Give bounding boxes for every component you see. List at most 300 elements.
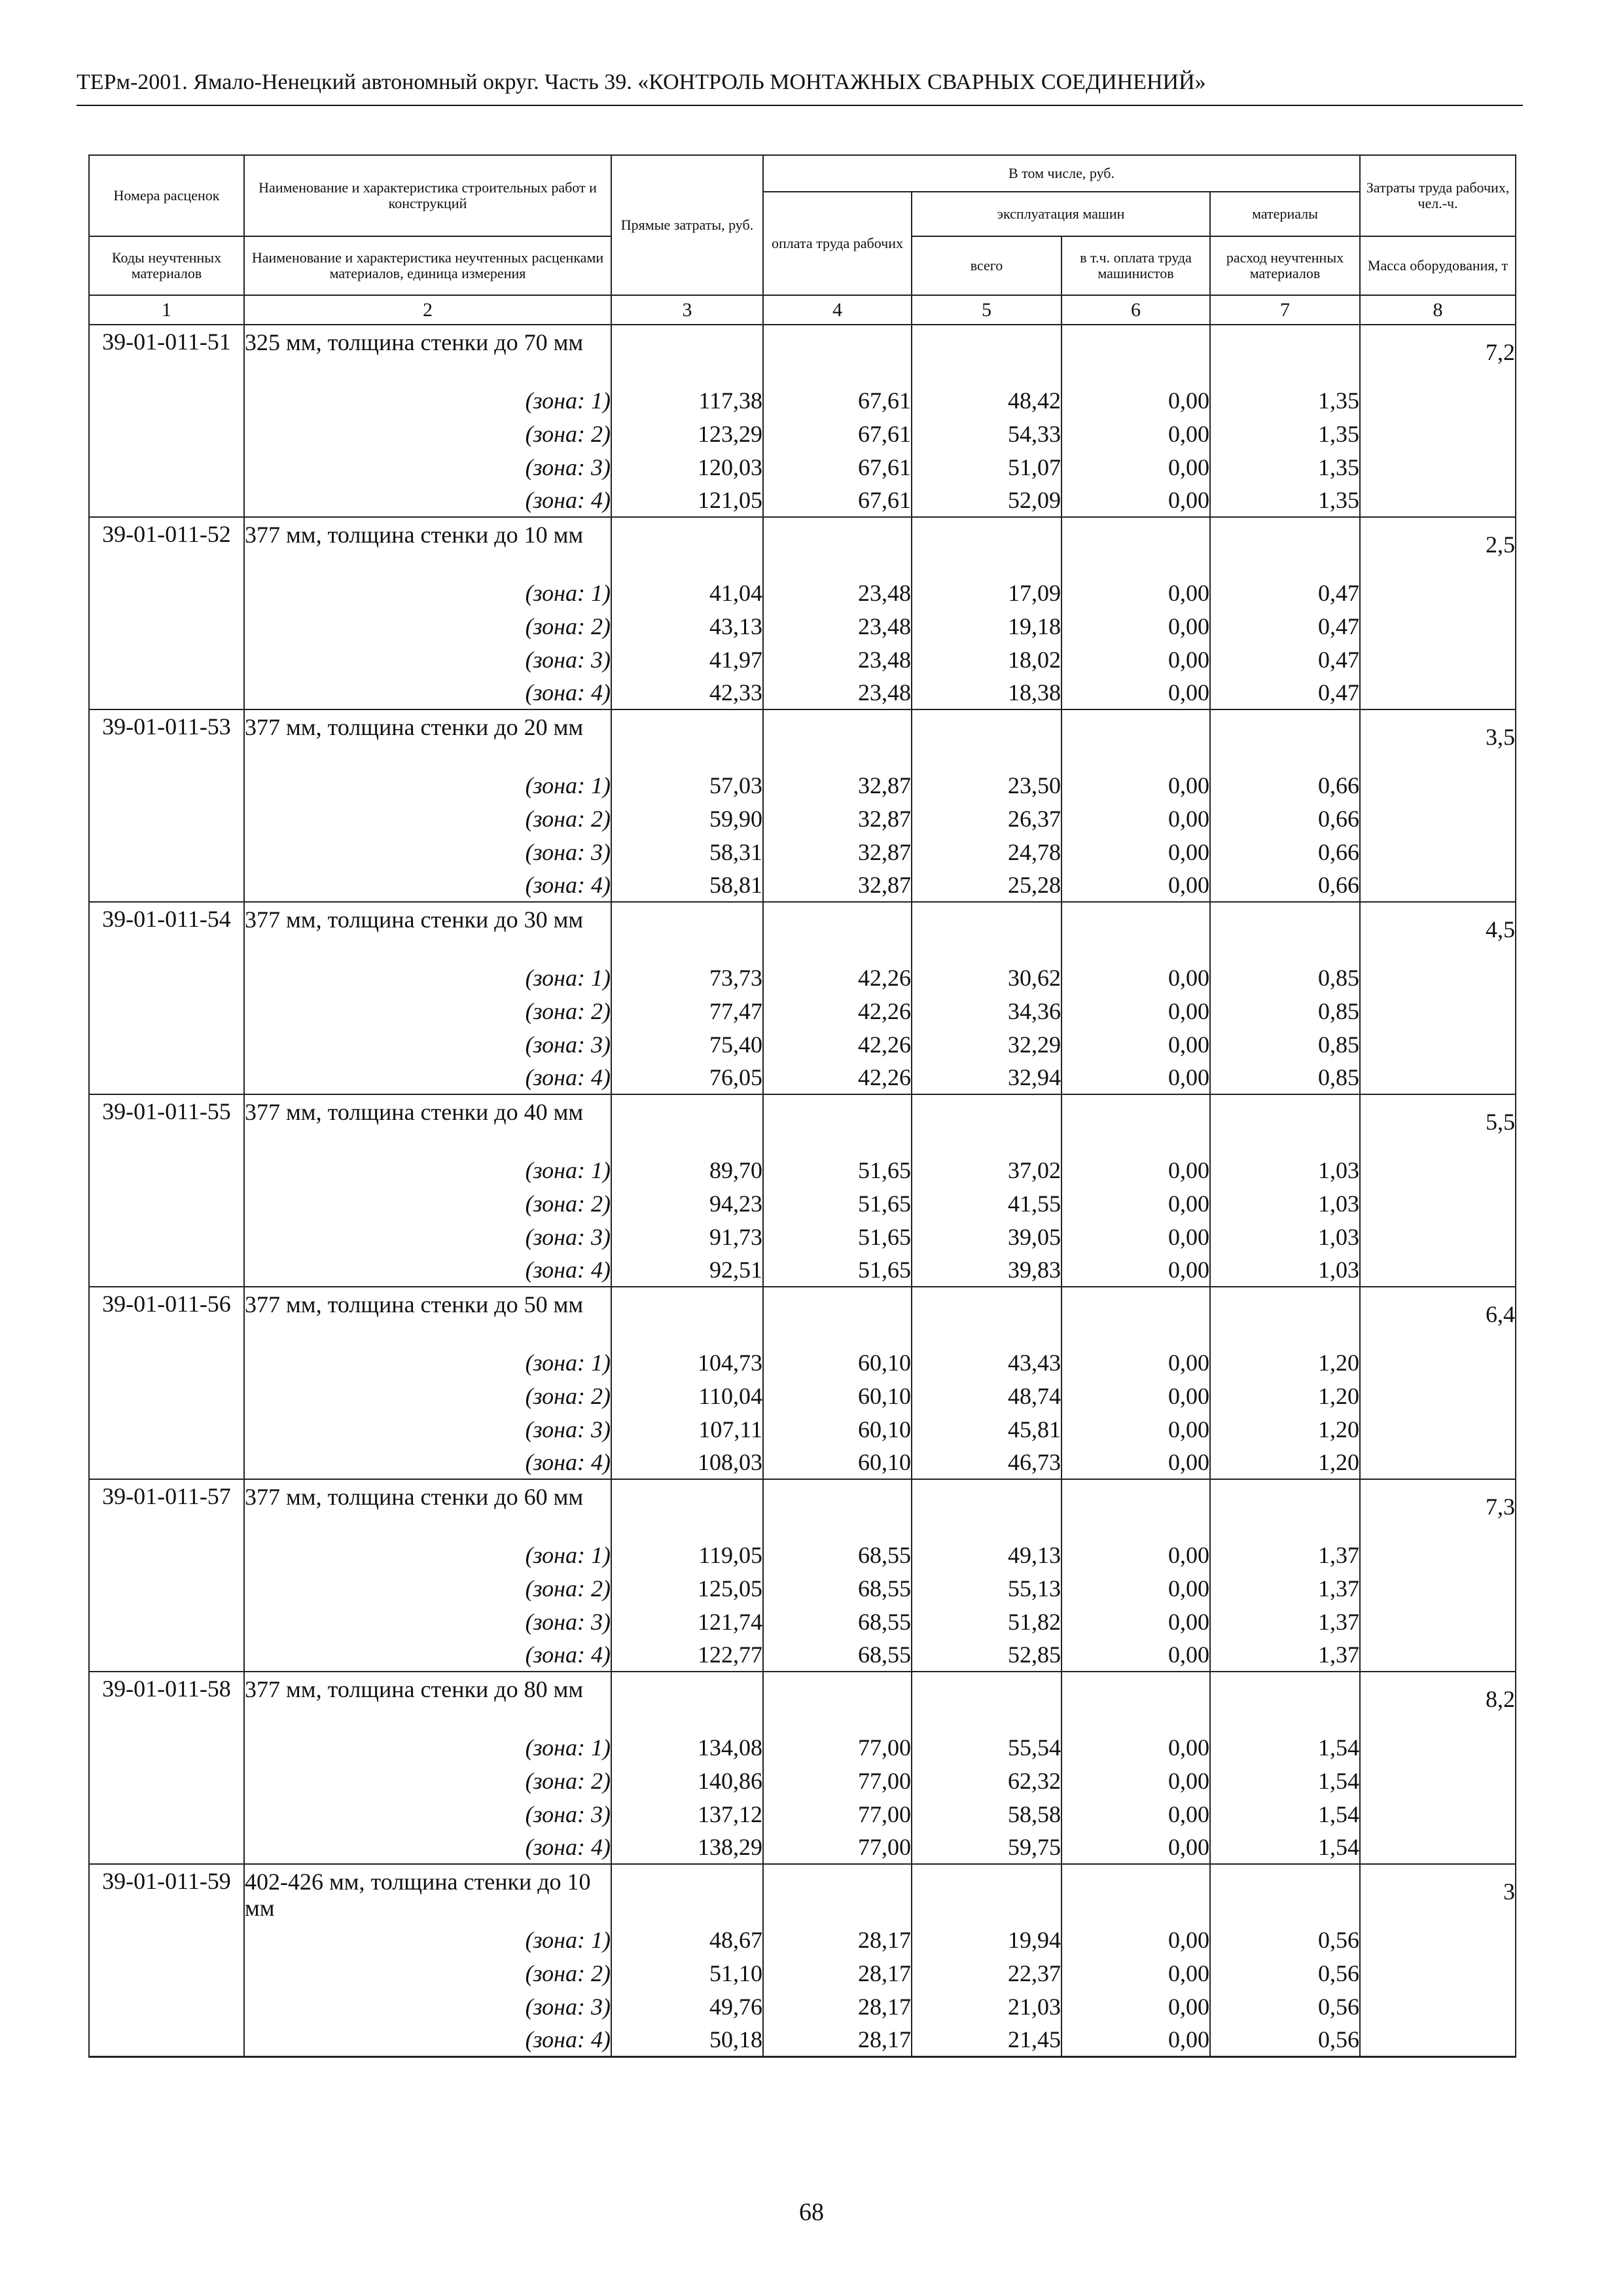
empty-cell bbox=[89, 576, 244, 609]
header-materials-unaccounted: расход неучтенных материалов bbox=[1210, 236, 1360, 295]
materials-cost: 0,47 bbox=[1210, 609, 1360, 643]
direct-costs: 59,90 bbox=[611, 802, 763, 835]
materials-cost: 1,35 bbox=[1210, 484, 1360, 517]
zone-row bbox=[89, 1605, 1516, 1638]
zone-label: (зона: 4) bbox=[244, 869, 611, 902]
rate-code: 39-01-011-55 bbox=[89, 1094, 244, 1153]
column-number: 2 bbox=[244, 295, 611, 325]
direct-costs: 110,04 bbox=[611, 1379, 763, 1412]
machines-total: 23,50 bbox=[912, 768, 1061, 802]
direct-costs: 57,03 bbox=[611, 768, 763, 802]
zone-label: (зона: 2) bbox=[244, 1764, 611, 1797]
zone-label: (зона: 1) bbox=[244, 1153, 611, 1187]
header-labor-pay: оплата труда рабочих bbox=[763, 192, 912, 295]
zone-label: (зона: 1) bbox=[244, 1923, 611, 1956]
machines-pay: 0,00 bbox=[1061, 417, 1210, 450]
zone-row bbox=[89, 1990, 1516, 2023]
empty-cell bbox=[89, 676, 244, 709]
direct-costs: 89,70 bbox=[611, 1153, 763, 1187]
empty-cell bbox=[1210, 325, 1360, 384]
machines-pay: 0,00 bbox=[1061, 1923, 1210, 1956]
machines-total: 37,02 bbox=[912, 1153, 1061, 1187]
machines-pay: 0,00 bbox=[1061, 1346, 1210, 1379]
work-description: 377 мм, толщина стенки до 40 мм bbox=[244, 1094, 611, 1153]
labor-pay: 42,26 bbox=[763, 1028, 912, 1061]
machines-total: 43,43 bbox=[912, 1346, 1061, 1379]
empty-cell bbox=[89, 2023, 244, 2056]
empty-cell bbox=[89, 802, 244, 835]
empty-cell bbox=[1360, 1605, 1516, 1638]
empty-cell bbox=[1360, 609, 1516, 643]
labor-pay: 42,26 bbox=[763, 1061, 912, 1094]
labor-pay: 32,87 bbox=[763, 802, 912, 835]
machines-total: 41,55 bbox=[912, 1187, 1061, 1220]
materials-cost: 0,85 bbox=[1210, 994, 1360, 1028]
empty-cell bbox=[912, 902, 1061, 961]
rate-title-row bbox=[89, 517, 1516, 576]
labor-pay: 60,10 bbox=[763, 1446, 912, 1479]
column-number: 4 bbox=[763, 295, 912, 325]
empty-cell bbox=[1360, 1731, 1516, 1764]
empty-cell bbox=[1210, 1672, 1360, 1731]
machines-total: 21,03 bbox=[912, 1990, 1061, 2023]
zone-row bbox=[89, 1153, 1516, 1187]
empty-cell bbox=[89, 961, 244, 994]
labor-pay: 51,65 bbox=[763, 1153, 912, 1187]
empty-cell bbox=[912, 709, 1061, 768]
empty-cell bbox=[1061, 325, 1210, 384]
empty-cell bbox=[1061, 902, 1210, 961]
empty-cell bbox=[1061, 517, 1210, 576]
column-number: 3 bbox=[611, 295, 763, 325]
empty-cell bbox=[611, 709, 763, 768]
empty-cell bbox=[1360, 1956, 1516, 1990]
direct-costs: 140,86 bbox=[611, 1764, 763, 1797]
empty-cell bbox=[89, 1605, 244, 1638]
labor-pay: 23,48 bbox=[763, 576, 912, 609]
empty-cell bbox=[1360, 1923, 1516, 1956]
empty-cell bbox=[1360, 869, 1516, 902]
materials-cost: 0,56 bbox=[1210, 1956, 1360, 1990]
direct-costs: 121,05 bbox=[611, 484, 763, 517]
empty-cell bbox=[89, 1797, 244, 1831]
direct-costs: 42,33 bbox=[611, 676, 763, 709]
machines-pay: 0,00 bbox=[1061, 450, 1210, 484]
labor-cost: 5,5 bbox=[1360, 1094, 1516, 1153]
page-number: 68 bbox=[799, 2198, 824, 2226]
materials-cost: 1,37 bbox=[1210, 1638, 1360, 1672]
empty-cell bbox=[763, 1287, 912, 1346]
empty-cell bbox=[912, 1864, 1061, 1923]
zone-row bbox=[89, 835, 1516, 869]
column-number: 1 bbox=[89, 295, 244, 325]
zone-row bbox=[89, 1571, 1516, 1605]
direct-costs: 134,08 bbox=[611, 1731, 763, 1764]
materials-cost: 0,47 bbox=[1210, 576, 1360, 609]
empty-cell bbox=[89, 1571, 244, 1605]
header-labor-cost: Затраты труда рабочих, чел.-ч. bbox=[1360, 155, 1516, 236]
zone-row bbox=[89, 1731, 1516, 1764]
rate-code: 39-01-011-54 bbox=[89, 902, 244, 961]
empty-cell bbox=[763, 1094, 912, 1153]
empty-cell bbox=[89, 384, 244, 417]
zone-label: (зона: 2) bbox=[244, 1187, 611, 1220]
table-body bbox=[89, 325, 1516, 2056]
empty-cell bbox=[1360, 1831, 1516, 1864]
direct-costs: 43,13 bbox=[611, 609, 763, 643]
zone-label: (зона: 1) bbox=[244, 961, 611, 994]
materials-cost: 1,54 bbox=[1210, 1764, 1360, 1797]
empty-cell bbox=[89, 1379, 244, 1412]
machines-total: 24,78 bbox=[912, 835, 1061, 869]
labor-pay: 60,10 bbox=[763, 1346, 912, 1379]
empty-cell bbox=[611, 1864, 763, 1923]
machines-pay: 0,00 bbox=[1061, 1731, 1210, 1764]
empty-cell bbox=[912, 1094, 1061, 1153]
zone-label: (зона: 1) bbox=[244, 576, 611, 609]
machines-pay: 0,00 bbox=[1061, 1028, 1210, 1061]
header-machines: эксплуатация машин bbox=[912, 192, 1210, 236]
machines-total: 59,75 bbox=[912, 1831, 1061, 1864]
machines-total: 26,37 bbox=[912, 802, 1061, 835]
materials-cost: 1,35 bbox=[1210, 450, 1360, 484]
machines-total: 19,94 bbox=[912, 1923, 1061, 1956]
machines-pay: 0,00 bbox=[1061, 1220, 1210, 1253]
empty-cell bbox=[89, 869, 244, 902]
machines-pay: 0,00 bbox=[1061, 802, 1210, 835]
direct-costs: 91,73 bbox=[611, 1220, 763, 1253]
labor-cost: 8,2 bbox=[1360, 1672, 1516, 1731]
empty-cell bbox=[763, 902, 912, 961]
direct-costs: 137,12 bbox=[611, 1797, 763, 1831]
labor-pay: 67,61 bbox=[763, 417, 912, 450]
zone-label: (зона: 3) bbox=[244, 1797, 611, 1831]
direct-costs: 50,18 bbox=[611, 2023, 763, 2056]
materials-cost: 0,85 bbox=[1210, 961, 1360, 994]
header-machines-pay: в т.ч. оплата труда машинистов bbox=[1061, 236, 1210, 295]
zone-label: (зона: 2) bbox=[244, 1956, 611, 1990]
machines-total: 51,82 bbox=[912, 1605, 1061, 1638]
machines-pay: 0,00 bbox=[1061, 1187, 1210, 1220]
header-name-top: Наименование и характеристика строительных работ и конструкций bbox=[244, 155, 611, 236]
zone-label: (зона: 3) bbox=[244, 1990, 611, 2023]
header-direct-costs: Прямые затраты, руб. bbox=[611, 155, 763, 295]
machines-pay: 0,00 bbox=[1061, 1638, 1210, 1672]
empty-cell bbox=[89, 417, 244, 450]
machines-pay: 0,00 bbox=[1061, 1061, 1210, 1094]
empty-cell bbox=[1360, 1346, 1516, 1379]
empty-cell bbox=[611, 902, 763, 961]
empty-cell bbox=[1061, 1479, 1210, 1538]
empty-cell bbox=[1360, 1187, 1516, 1220]
labor-pay: 23,48 bbox=[763, 643, 912, 676]
labor-pay: 23,48 bbox=[763, 609, 912, 643]
direct-costs: 138,29 bbox=[611, 1831, 763, 1864]
direct-costs: 41,97 bbox=[611, 643, 763, 676]
zone-label: (зона: 4) bbox=[244, 2023, 611, 2056]
zone-row bbox=[89, 450, 1516, 484]
labor-pay: 23,48 bbox=[763, 676, 912, 709]
materials-cost: 1,37 bbox=[1210, 1605, 1360, 1638]
empty-cell bbox=[1360, 961, 1516, 994]
empty-cell bbox=[89, 1061, 244, 1094]
direct-costs: 92,51 bbox=[611, 1253, 763, 1287]
labor-pay: 51,65 bbox=[763, 1187, 912, 1220]
empty-cell bbox=[1360, 1571, 1516, 1605]
empty-cell bbox=[1210, 902, 1360, 961]
machines-pay: 0,00 bbox=[1061, 961, 1210, 994]
zone-row bbox=[89, 1797, 1516, 1831]
labor-pay: 42,26 bbox=[763, 961, 912, 994]
direct-costs: 120,03 bbox=[611, 450, 763, 484]
direct-costs: 51,10 bbox=[611, 1956, 763, 1990]
empty-cell bbox=[1360, 576, 1516, 609]
materials-cost: 1,54 bbox=[1210, 1731, 1360, 1764]
empty-cell bbox=[1360, 994, 1516, 1028]
machines-total: 18,38 bbox=[912, 676, 1061, 709]
machines-total: 39,83 bbox=[912, 1253, 1061, 1287]
labor-cost: 3,5 bbox=[1360, 709, 1516, 768]
materials-cost: 1,03 bbox=[1210, 1253, 1360, 1287]
empty-cell bbox=[89, 1638, 244, 1672]
machines-total: 54,33 bbox=[912, 417, 1061, 450]
header-including: В том числе, руб. bbox=[763, 155, 1360, 192]
materials-cost: 1,20 bbox=[1210, 1346, 1360, 1379]
zone-label: (зона: 3) bbox=[244, 1220, 611, 1253]
rate-code: 39-01-011-51 bbox=[89, 325, 244, 384]
zone-row bbox=[89, 1538, 1516, 1571]
empty-cell bbox=[89, 1923, 244, 1956]
zone-label: (зона: 3) bbox=[244, 643, 611, 676]
zone-label: (зона: 4) bbox=[244, 1831, 611, 1864]
zone-row bbox=[89, 1831, 1516, 1864]
labor-pay: 77,00 bbox=[763, 1831, 912, 1864]
labor-pay: 28,17 bbox=[763, 1923, 912, 1956]
column-number: 8 bbox=[1360, 295, 1516, 325]
machines-pay: 0,00 bbox=[1061, 2023, 1210, 2056]
machines-pay: 0,00 bbox=[1061, 1605, 1210, 1638]
materials-cost: 0,56 bbox=[1210, 2023, 1360, 2056]
empty-cell bbox=[1360, 1538, 1516, 1571]
work-description: 377 мм, толщина стенки до 20 мм bbox=[244, 709, 611, 768]
machines-total: 46,73 bbox=[912, 1446, 1061, 1479]
empty-cell bbox=[763, 1672, 912, 1731]
empty-cell bbox=[1360, 1253, 1516, 1287]
direct-costs: 75,40 bbox=[611, 1028, 763, 1061]
rate-code: 39-01-011-57 bbox=[89, 1479, 244, 1538]
materials-cost: 1,54 bbox=[1210, 1797, 1360, 1831]
zone-row bbox=[89, 1379, 1516, 1412]
rate-title-row bbox=[89, 709, 1516, 768]
direct-costs: 104,73 bbox=[611, 1346, 763, 1379]
machines-total: 32,94 bbox=[912, 1061, 1061, 1094]
empty-cell bbox=[89, 1153, 244, 1187]
empty-cell bbox=[1360, 1797, 1516, 1831]
zone-row bbox=[89, 384, 1516, 417]
labor-pay: 60,10 bbox=[763, 1412, 912, 1446]
machines-total: 22,37 bbox=[912, 1956, 1061, 1990]
materials-cost: 1,35 bbox=[1210, 384, 1360, 417]
direct-costs: 94,23 bbox=[611, 1187, 763, 1220]
materials-cost: 0,47 bbox=[1210, 676, 1360, 709]
column-number: 5 bbox=[912, 295, 1061, 325]
zone-row bbox=[89, 1253, 1516, 1287]
zone-label: (зона: 2) bbox=[244, 1571, 611, 1605]
rates-table bbox=[88, 154, 1516, 2058]
materials-cost: 0,66 bbox=[1210, 802, 1360, 835]
rate-title-row bbox=[89, 1672, 1516, 1731]
machines-pay: 0,00 bbox=[1061, 768, 1210, 802]
machines-pay: 0,00 bbox=[1061, 384, 1210, 417]
column-number: 7 bbox=[1210, 295, 1360, 325]
rate-title-row bbox=[89, 902, 1516, 961]
machines-total: 52,85 bbox=[912, 1638, 1061, 1672]
machines-pay: 0,00 bbox=[1061, 1538, 1210, 1571]
zone-row bbox=[89, 1764, 1516, 1797]
header-code-bottom: Коды неучтенных материалов bbox=[89, 236, 244, 295]
direct-costs: 76,05 bbox=[611, 1061, 763, 1094]
direct-costs: 49,76 bbox=[611, 1990, 763, 2023]
header-rule bbox=[77, 105, 1523, 106]
rate-title-row bbox=[89, 1864, 1516, 1923]
machines-pay: 0,00 bbox=[1061, 1379, 1210, 1412]
empty-cell bbox=[89, 1412, 244, 1446]
machines-total: 55,13 bbox=[912, 1571, 1061, 1605]
work-description: 377 мм, толщина стенки до 50 мм bbox=[244, 1287, 611, 1346]
rate-code: 39-01-011-59 bbox=[89, 1864, 244, 1923]
zone-label: (зона: 1) bbox=[244, 768, 611, 802]
machines-pay: 0,00 bbox=[1061, 1153, 1210, 1187]
empty-cell bbox=[1360, 1412, 1516, 1446]
column-number: 6 bbox=[1061, 295, 1210, 325]
zone-row bbox=[89, 484, 1516, 517]
empty-cell bbox=[611, 1672, 763, 1731]
empty-cell bbox=[1360, 2023, 1516, 2056]
table-header bbox=[89, 155, 1516, 325]
empty-cell bbox=[1210, 1479, 1360, 1538]
materials-cost: 1,37 bbox=[1210, 1571, 1360, 1605]
empty-cell bbox=[89, 1538, 244, 1571]
empty-cell bbox=[1360, 643, 1516, 676]
machines-total: 58,58 bbox=[912, 1797, 1061, 1831]
labor-cost: 6,4 bbox=[1360, 1287, 1516, 1346]
empty-cell bbox=[89, 1990, 244, 2023]
machines-total: 39,05 bbox=[912, 1220, 1061, 1253]
empty-cell bbox=[1061, 1672, 1210, 1731]
empty-cell bbox=[763, 517, 912, 576]
empty-cell bbox=[1061, 709, 1210, 768]
empty-cell bbox=[1061, 1094, 1210, 1153]
empty-cell bbox=[1360, 417, 1516, 450]
direct-costs: 58,81 bbox=[611, 869, 763, 902]
machines-total: 55,54 bbox=[912, 1731, 1061, 1764]
machines-pay: 0,00 bbox=[1061, 576, 1210, 609]
zone-label: (зона: 4) bbox=[244, 484, 611, 517]
empty-cell bbox=[1360, 450, 1516, 484]
empty-cell bbox=[611, 517, 763, 576]
empty-cell bbox=[89, 994, 244, 1028]
zone-label: (зона: 2) bbox=[244, 609, 611, 643]
empty-cell bbox=[89, 835, 244, 869]
materials-cost: 0,47 bbox=[1210, 643, 1360, 676]
rate-code: 39-01-011-56 bbox=[89, 1287, 244, 1346]
empty-cell bbox=[1210, 1864, 1360, 1923]
machines-pay: 0,00 bbox=[1061, 1446, 1210, 1479]
machines-total: 48,74 bbox=[912, 1379, 1061, 1412]
zone-row bbox=[89, 1412, 1516, 1446]
machines-pay: 0,00 bbox=[1061, 1797, 1210, 1831]
labor-pay: 67,61 bbox=[763, 484, 912, 517]
zone-row bbox=[89, 1446, 1516, 1479]
materials-cost: 0,85 bbox=[1210, 1028, 1360, 1061]
work-description: 377 мм, толщина стенки до 30 мм bbox=[244, 902, 611, 961]
materials-cost: 1,20 bbox=[1210, 1379, 1360, 1412]
materials-cost: 0,56 bbox=[1210, 1990, 1360, 2023]
zone-label: (зона: 1) bbox=[244, 1731, 611, 1764]
labor-pay: 51,65 bbox=[763, 1253, 912, 1287]
empty-cell bbox=[89, 1446, 244, 1479]
zone-label: (зона: 4) bbox=[244, 1446, 611, 1479]
direct-costs: 107,11 bbox=[611, 1412, 763, 1446]
direct-costs: 48,67 bbox=[611, 1923, 763, 1956]
machines-total: 17,09 bbox=[912, 576, 1061, 609]
direct-costs: 108,03 bbox=[611, 1446, 763, 1479]
zone-row bbox=[89, 2023, 1516, 2056]
empty-cell bbox=[89, 450, 244, 484]
direct-costs: 121,74 bbox=[611, 1605, 763, 1638]
zone-row bbox=[89, 417, 1516, 450]
header-machines-total: всего bbox=[912, 236, 1061, 295]
zone-label: (зона: 4) bbox=[244, 1638, 611, 1672]
zone-label: (зона: 2) bbox=[244, 802, 611, 835]
running-title: ТЕРм-2001. Ямало-Ненецкий автономный округ. Часть 39. «КОНТРОЛЬ МОНТАЖНЫХ СВАРНЫХ СОЕДИНЕНИЙ» bbox=[77, 70, 1206, 94]
direct-costs: 117,38 bbox=[611, 384, 763, 417]
zone-label: (зона: 2) bbox=[244, 417, 611, 450]
empty-cell bbox=[89, 609, 244, 643]
materials-cost: 0,85 bbox=[1210, 1061, 1360, 1094]
empty-cell bbox=[89, 1187, 244, 1220]
machines-pay: 0,00 bbox=[1061, 1990, 1210, 2023]
machines-total: 25,28 bbox=[912, 869, 1061, 902]
machines-pay: 0,00 bbox=[1061, 1412, 1210, 1446]
machines-total: 52,09 bbox=[912, 484, 1061, 517]
direct-costs: 123,29 bbox=[611, 417, 763, 450]
rate-title-row bbox=[89, 325, 1516, 384]
zone-label: (зона: 2) bbox=[244, 994, 611, 1028]
zone-label: (зона: 1) bbox=[244, 384, 611, 417]
machines-total: 34,36 bbox=[912, 994, 1061, 1028]
empty-cell bbox=[1360, 1990, 1516, 2023]
empty-cell bbox=[89, 484, 244, 517]
materials-cost: 1,20 bbox=[1210, 1446, 1360, 1479]
machines-pay: 0,00 bbox=[1061, 1764, 1210, 1797]
zone-label: (зона: 4) bbox=[244, 676, 611, 709]
empty-cell bbox=[611, 1287, 763, 1346]
work-description: 377 мм, толщина стенки до 80 мм bbox=[244, 1672, 611, 1731]
zone-label: (зона: 4) bbox=[244, 1253, 611, 1287]
empty-cell bbox=[1360, 484, 1516, 517]
labor-pay: 67,61 bbox=[763, 450, 912, 484]
labor-pay: 68,55 bbox=[763, 1638, 912, 1672]
labor-cost: 4,5 bbox=[1360, 902, 1516, 961]
labor-pay: 28,17 bbox=[763, 2023, 912, 2056]
rate-code: 39-01-011-52 bbox=[89, 517, 244, 576]
direct-costs: 41,04 bbox=[611, 576, 763, 609]
rate-code: 39-01-011-53 bbox=[89, 709, 244, 768]
rate-title-row bbox=[89, 1287, 1516, 1346]
machines-total: 19,18 bbox=[912, 609, 1061, 643]
labor-cost: 2,5 bbox=[1360, 517, 1516, 576]
